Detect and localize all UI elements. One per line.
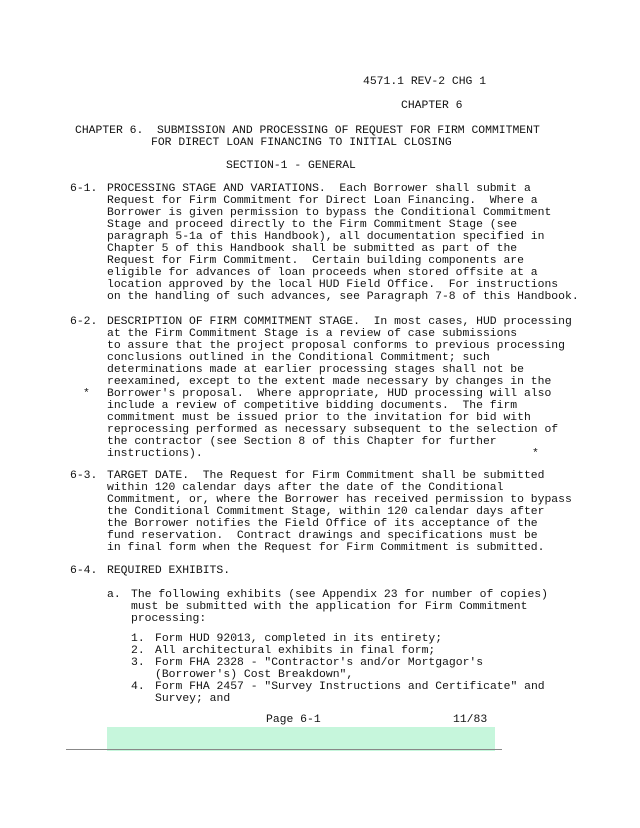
paragraph-line: fund reservation. Contract drawings and specifications must be [107,530,538,542]
paragraph-line: Request for Firm Commitment for Direct Loan Financing. Where a [107,195,538,207]
list-item: Survey; and [155,693,231,705]
list-item-number: 4. [131,681,145,693]
paragraph-line: to assure that the project proposal conforms to previous processing [107,340,565,352]
paragraph-line: Commitment, or, where the Borrower has received permission to bypass [107,494,572,506]
paragraph-line: Stage and proceed directly to the Firm Commitment Stage (see [107,219,518,231]
subparagraph-line: The following exhibits (see Appendix 23 for number of copies) [131,589,548,601]
paragraph-line: include a review of competitive bidding documents. The firm [107,400,518,412]
paragraph-number: 6-2. [70,316,98,328]
paragraph-line: paragraph 5-1a of this Handbook), all documentation specified in [107,231,545,243]
paragraph-line: eligible for advances of loan proceeds when stored offsite at a [107,267,538,279]
paragraph-line: instructions). [107,448,203,460]
chapter-label: CHAPTER 6 [401,100,463,112]
paragraph-line: DESCRIPTION OF FIRM COMMITMENT STAGE. In most cases, HUD processing [107,316,572,328]
list-item: Form HUD 92013, completed in its entirety; [155,633,443,645]
paragraph-number: 6-3. [70,470,98,482]
paragraph-line: Request for Firm Commitment. Certain building components are [107,255,524,267]
paragraph-line: the Borrower notifies the Field Office of its acceptance of the [107,518,538,530]
list-item: (Borrower's) Cost Breakdown", [155,669,354,681]
section-heading: SECTION-1 - GENERAL [226,160,356,172]
paragraph-line: reexamined, except to the extent made necessary by changes in the [107,376,552,388]
subparagraph-label: a. [107,589,121,601]
paragraph-line: determinations made at earlier processing stages shall not be [107,364,524,376]
subparagraph-line: must be submitted with the application for Firm Commitment [131,601,528,613]
paragraph-line: on the handling of such advances, see Paragraph 7-8 of this Handbook. [107,291,579,303]
paragraph-line: commitment must be issued prior to the invitation for bid with [107,412,531,424]
list-item-number: 3. [131,657,145,669]
paragraph-line: PROCESSING STAGE AND VARIATIONS. Each Borrower shall submit a [107,183,531,195]
footer-rule [66,749,502,750]
highlight-band [107,727,495,751]
paragraph-number: 6-1. [70,183,98,195]
paragraph-line: conclusions outlined in the Conditional Commitment; such [107,352,490,364]
paragraph-line: reprocessing performed as necessary subsequent to the selection of [107,424,559,436]
list-item: All architectural exhibits in final form; [155,645,436,657]
list-item: Form FHA 2328 - "Contractor's and/or Mortgagor's [155,657,484,669]
doc-number: 4571.1 REV-2 CHG 1 [363,76,487,88]
paragraph-line: the Conditional Commitment Stage, within 120 calendar days after [107,506,545,518]
paragraph-line: Borrower's proposal. Where appropriate, HUD processing will also [107,388,552,400]
list-item-number: 1. [131,633,145,645]
paragraph-line: the contractor (see Section 8 of this Chapter for further [107,436,497,448]
list-item-number: 2. [131,645,145,657]
paragraph-line: within 120 calendar days after the date of the Conditional [107,482,504,494]
paragraph-line: Chapter 5 of this Handbook shall be submitted as part of the [107,243,518,255]
paragraph-line: TARGET DATE. The Request for Firm Commitment shall be submitted [107,470,545,482]
revision-mark: * [83,388,90,400]
page-number: Page 6-1 [266,714,321,726]
paragraph-line: location approved by the local HUD Field Office. For instructions [107,279,559,291]
paragraph-heading: REQUIRED EXHIBITS. [107,565,231,577]
revision-mark: * [532,448,539,460]
chapter-title-line-1: CHAPTER 6. SUBMISSION AND PROCESSING OF REQUEST FOR FIRM COMMITMENT [75,125,540,137]
paragraph-number: 6-4. [70,565,98,577]
paragraph-line: in final form when the Request for Firm Commitment is submitted. [107,542,545,554]
paragraph-line: Borrower is given permission to bypass the Conditional Commitment [107,207,552,219]
subparagraph-line: processing: [131,613,207,625]
paragraph-line: at the Firm Commitment Stage is a review of case submissions [107,328,518,340]
chapter-title-line-2: FOR DIRECT LOAN FINANCING TO INITIAL CLOSING [151,137,452,149]
page-date: 11/83 [453,714,488,726]
list-item: Form FHA 2457 - "Survey Instructions and Certificate" and [155,681,545,693]
